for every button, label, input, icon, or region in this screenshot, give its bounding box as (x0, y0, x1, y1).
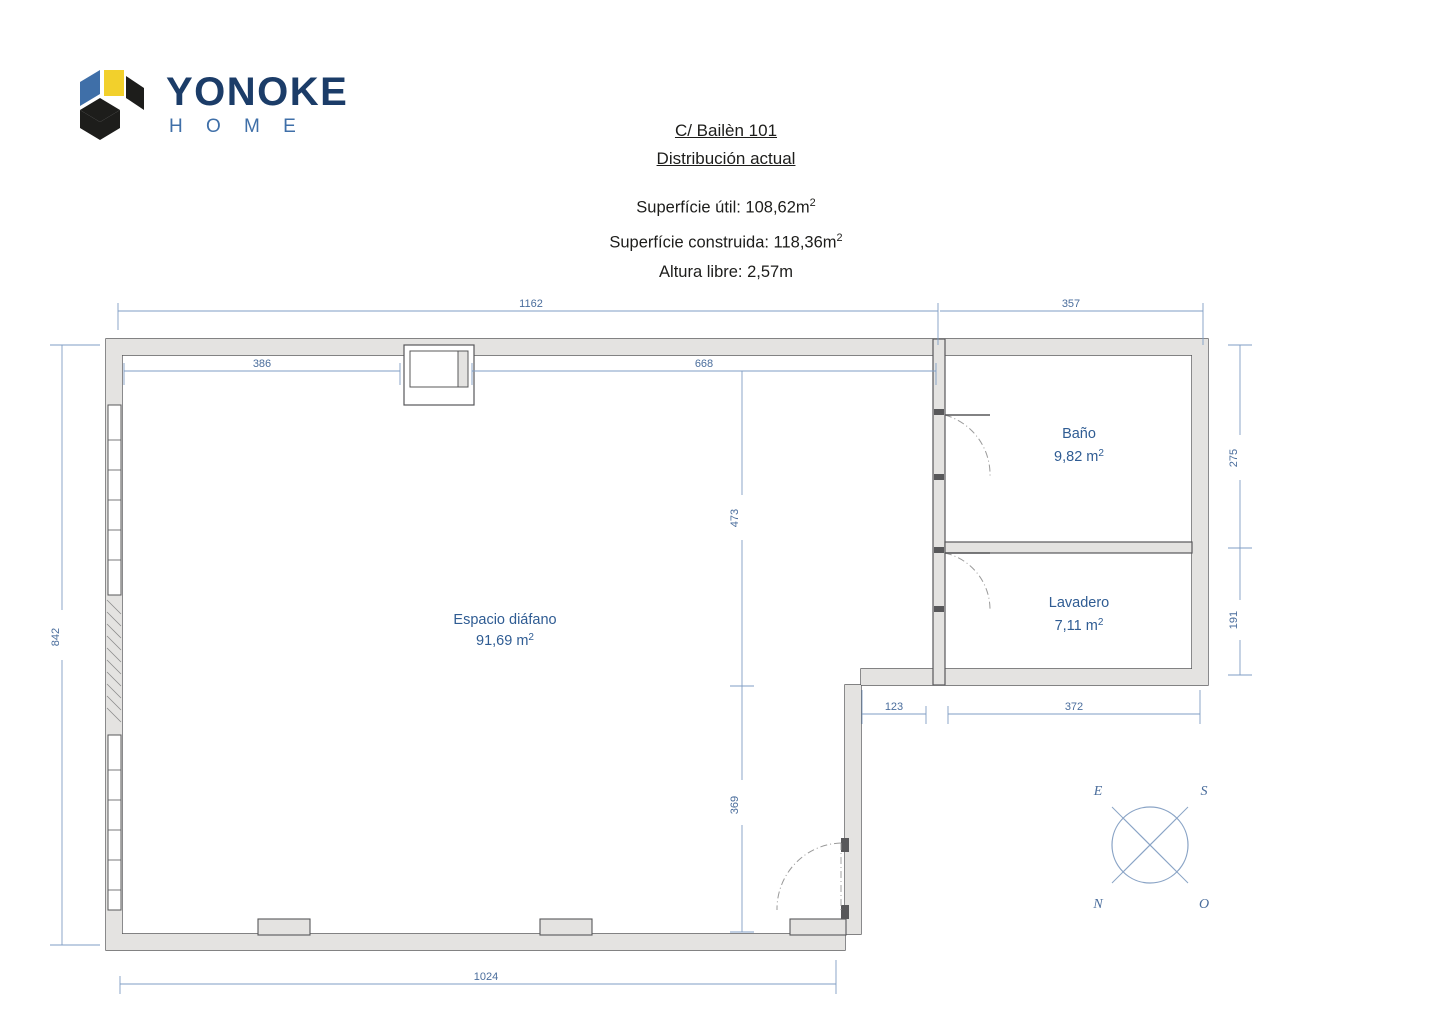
dim-center-lower: 369 (729, 795, 741, 815)
dim-right-lower: 191 (1228, 610, 1240, 630)
metric-useful-area: Superfície útil: $108,62m^2$ (636, 197, 816, 217)
dim-bottom-small: 123 (884, 701, 904, 713)
compass-rose (1092, 784, 1209, 912)
compass-label-o: O (1198, 897, 1210, 912)
compass-label-n: N (1093, 897, 1103, 912)
room-label-bano-area: 9,82 $m^2$ (1054, 448, 1104, 465)
dim-inner-mid: 668 (694, 358, 714, 370)
dimension-labels (50, 298, 1240, 983)
compass-label-e: E (1093, 784, 1103, 799)
dim-center-upper: 473 (729, 508, 741, 528)
dim-top-left: 1162 (519, 298, 543, 310)
room-label-espacio-diafano-area: 91,69 $m^2$ (476, 632, 534, 649)
door-entrance (777, 838, 849, 919)
room-label-lavadero-area: 7,11 $m^2$ (1054, 617, 1104, 634)
room-labels (453, 426, 1109, 649)
dim-left-total: 842 (50, 627, 62, 647)
door-symbols (777, 409, 990, 919)
logo-subtitle: H O M E (169, 116, 305, 137)
dim-top-right: 357 (1061, 298, 1081, 310)
dim-bottom-total: 1024 (473, 971, 499, 983)
room-label-lavadero-name: Lavadero (1048, 595, 1110, 611)
wall-outline (106, 339, 1208, 950)
room-label-bano-name: Baño (1062, 426, 1096, 442)
plan-drawing-name: Distribución actual (656, 149, 796, 168)
plan-address: C/ Bailèn 101 (674, 121, 778, 140)
metric-built-area: Superfície construida: $118,36m^2$ (609, 231, 843, 251)
dim-right-upper: 275 (1228, 448, 1240, 468)
dim-bottom-mid: 372 (1064, 701, 1084, 713)
metric-free-height: Altura libre: 2,57m (659, 263, 793, 281)
dim-inner-left: 386 (252, 358, 272, 370)
logo-word: YONOKE (166, 70, 349, 114)
compass-label-s: S (1200, 784, 1208, 799)
dimension-lines (50, 303, 1252, 994)
room-label-espacio-diafano-name: Espacio diáfano (453, 612, 557, 628)
